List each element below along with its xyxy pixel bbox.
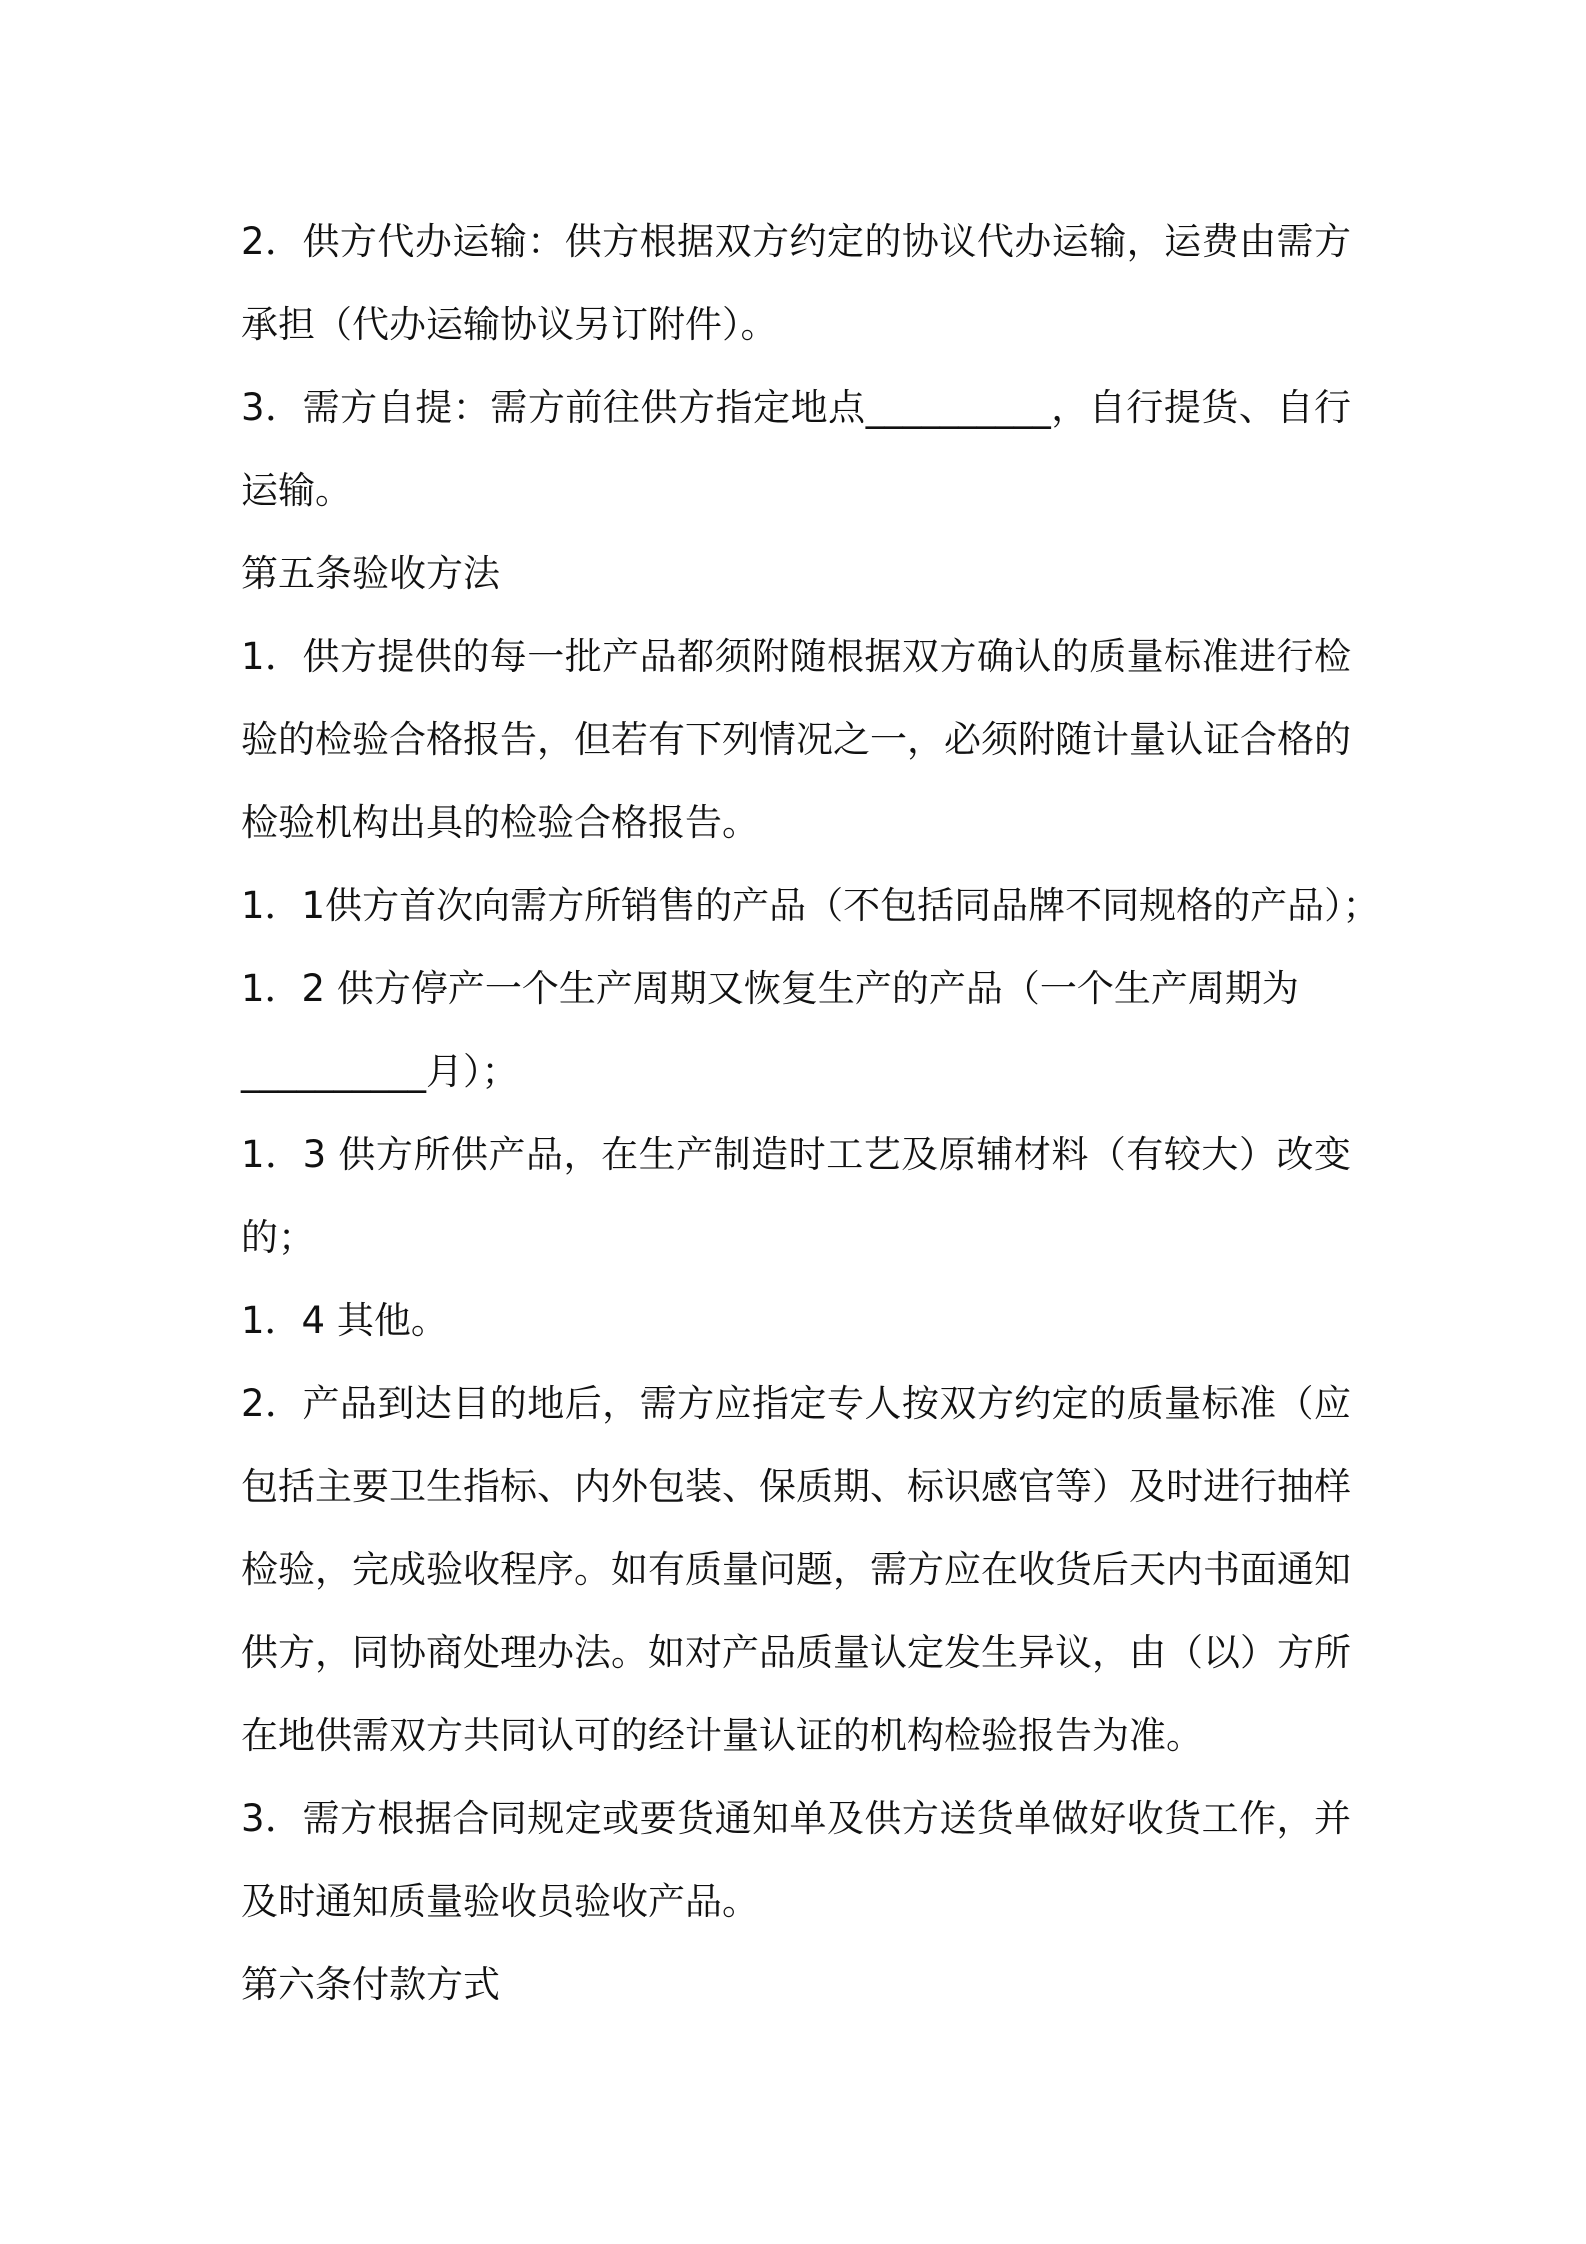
clause-5-1-2-line-2: __________月）； bbox=[241, 1050, 519, 1093]
article-6-heading: 第六条付款方式 bbox=[241, 1963, 500, 2006]
clause-5-2-line-3: 检验，完成验收程序。如有质量问题，需方应在收货后天内书面通知 bbox=[241, 1548, 1351, 1591]
article-5-heading: 第五条验收方法 bbox=[241, 552, 500, 595]
clause-5-2-line-2: 包括主要卫生指标、内外包装、保质期、标识感官等）及时进行抽样 bbox=[241, 1465, 1351, 1508]
clause-5-2-line-1: 2．产品到达目的地后，需方应指定专人按双方约定的质量标准（应 bbox=[241, 1382, 1351, 1425]
clause-5-1-line-2: 验的检验合格报告，但若有下列情况之一，必须附随计量认证合格的 bbox=[241, 718, 1351, 761]
clause-5-1-1: 1．1供方首次向需方所销售的产品（不包括同品牌不同规格的产品）； bbox=[241, 884, 1380, 927]
clause-5-1-line-3: 检验机构出具的检验合格报告。 bbox=[241, 801, 759, 844]
clause-5-1-line-1: 1．供方提供的每一批产品都须附随根据双方确认的质量标准进行检 bbox=[241, 635, 1351, 678]
clause-5-1-4: 1．4 其他。 bbox=[241, 1299, 448, 1342]
clause-5-2-line-4: 供方，同协商处理办法。如对产品质量认定发生异议，由（以）方所 bbox=[241, 1631, 1351, 1674]
clause-5-1-3-line-1: 1．3 供方所供产品，在生产制造时工艺及原辅材料（有较大）改变 bbox=[241, 1133, 1351, 1176]
clause-4-3-line-1: 3．需方自提：需方前往供方指定地点__________，自行提货、自行 bbox=[241, 386, 1351, 429]
clause-5-1-3-line-2: 的； bbox=[241, 1216, 315, 1259]
clause-5-3-line-2: 及时通知质量验收员验收产品。 bbox=[241, 1880, 759, 1923]
clause-4-3-line-2: 运输。 bbox=[241, 469, 352, 512]
clause-5-1-2-line-1: 1．2 供方停产一个生产周期又恢复生产的产品（一个生产周期为 bbox=[241, 967, 1299, 1010]
document-body bbox=[241, 200, 1380, 2026]
clause-4-2-line-1: 2．供方代办运输：供方根据双方约定的协议代办运输，运费由需方 bbox=[241, 220, 1351, 263]
clause-5-2-line-5: 在地供需双方共同认可的经计量认证的机构检验报告为准。 bbox=[241, 1714, 1203, 1757]
clause-5-3-line-1: 3．需方根据合同规定或要货通知单及供方送货单做好收货工作，并 bbox=[241, 1797, 1351, 1840]
clause-4-2-line-2: 承担（代办运输协议另订附件）。 bbox=[241, 303, 778, 346]
